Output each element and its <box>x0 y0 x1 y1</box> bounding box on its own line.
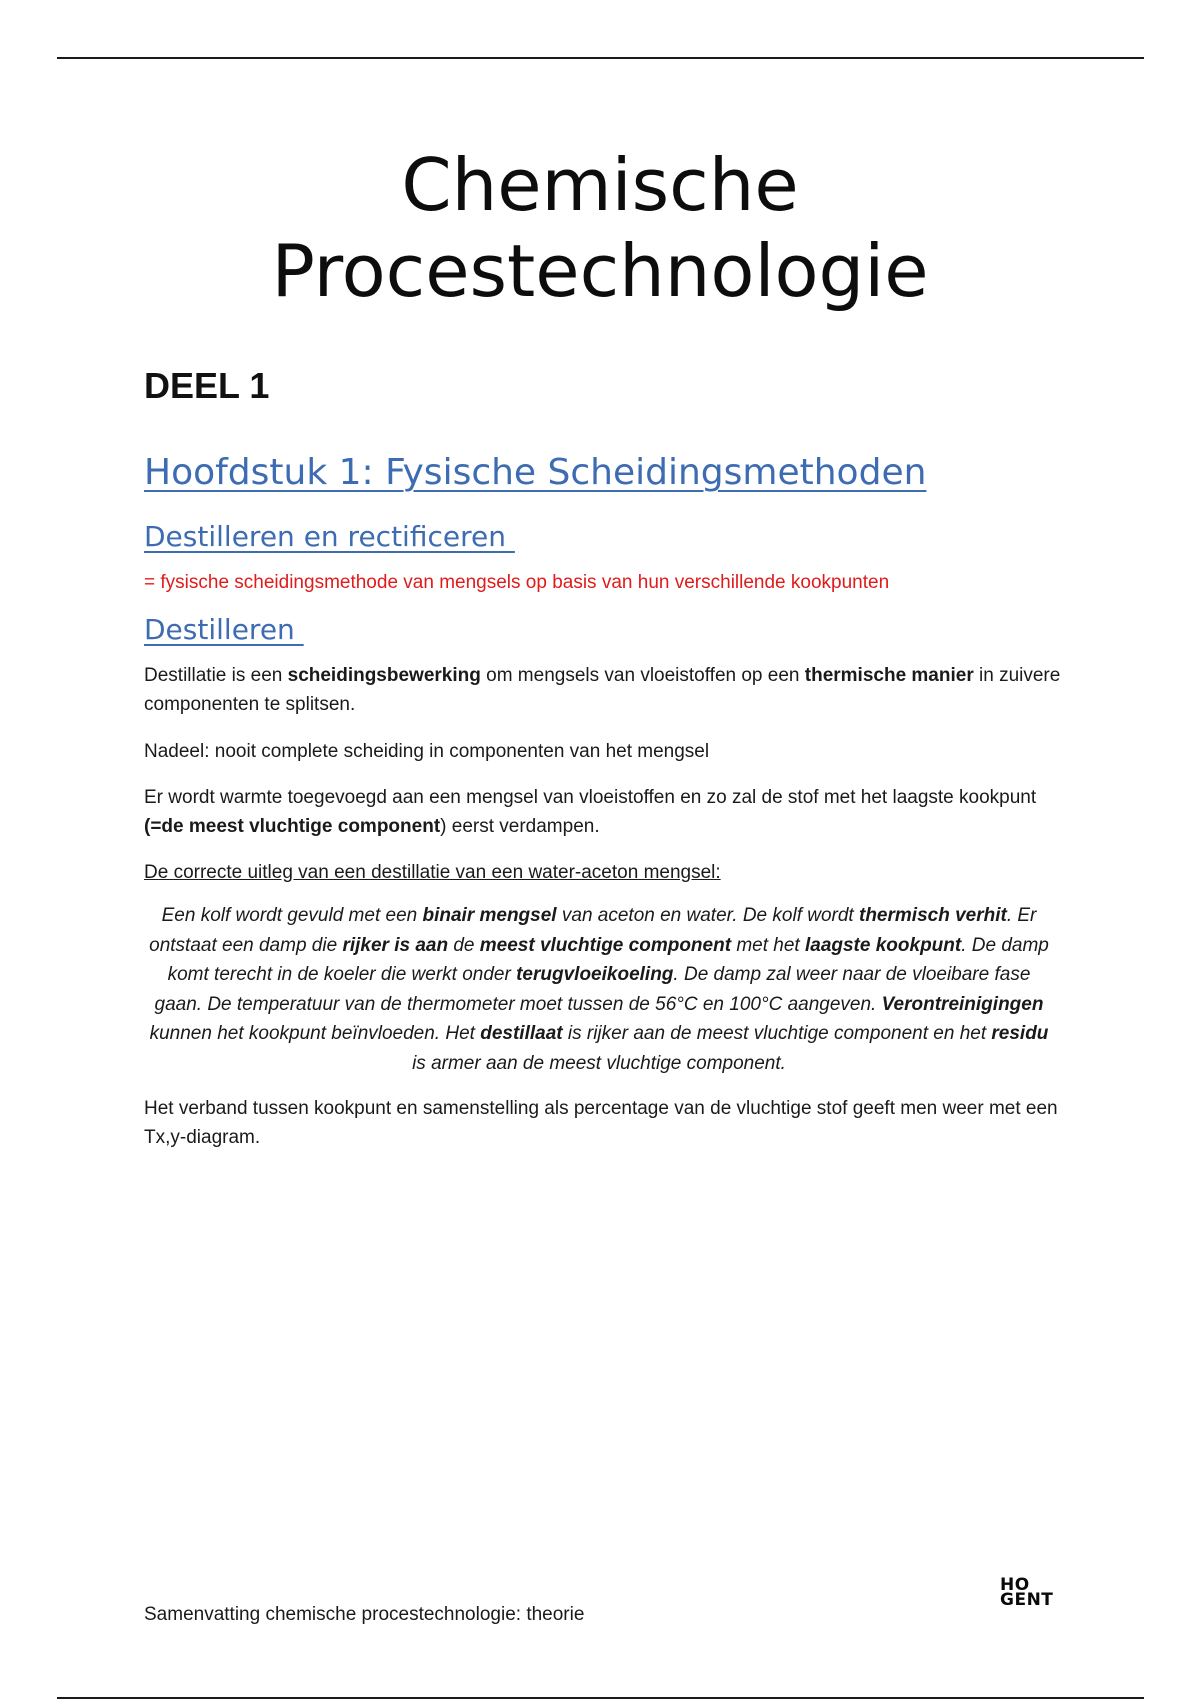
bold-term: (=de meest vluchtige component <box>144 816 441 837</box>
bold-term: laagste kookpunt <box>804 934 962 956</box>
paragraph-destillatie <box>144 661 1064 719</box>
text-run: ) eerst verdampen. <box>440 816 600 837</box>
section-heading-destilleren: Destilleren <box>144 613 304 646</box>
quote-explanation <box>144 901 1054 1078</box>
bold-term: destillaat <box>480 1023 563 1044</box>
text-run: met het <box>731 934 805 956</box>
text-run: Er wordt warmte toegevoegd aan een mengsel van vloeistoffen en zo zal de stof met het laagste kookpunt <box>144 787 1037 808</box>
text-run: . De damp komt terecht in de koeler die werkt onder <box>167 934 1049 985</box>
text-run: kunnen het kookpunt beïnvloeden. Het <box>149 1023 481 1044</box>
text-run: is rijker aan de meest vluchtige component en het <box>562 1023 992 1044</box>
text-run: om mengsels van vloeistoffen op een <box>480 665 805 686</box>
text-run: van aceton en water. De kolf wordt <box>556 905 859 926</box>
text-run: in zuivere componenten te splitsen. <box>144 665 1061 715</box>
text-run: . De damp zal weer naar de vloeibare fase gaan. De temperatuur van de thermometer moet tussen de 56°C en 100°C aangeven. <box>154 964 1031 1015</box>
title-line-1: Chemische <box>401 143 799 227</box>
paragraph-verband: Het verband tussen kookpunt en samenstelling als percentage van de vluchtige stof geeft men weer met een Tx,y-diagram. <box>144 1098 1058 1148</box>
paragraph-warmte <box>144 783 1064 841</box>
chapter-heading: Hoofdstuk 1: Fysische Scheidingsmethoden <box>144 452 927 493</box>
bold-term: residu <box>991 1023 1049 1044</box>
bold-term: Verontreinigingen <box>881 993 1044 1015</box>
bold-term: rijker is aan <box>342 934 449 956</box>
bold-term: meest vluchtige component <box>479 934 732 956</box>
text-run: Een kolf wordt gevuld met een <box>161 905 423 926</box>
text-run: de <box>448 934 480 956</box>
paragraph-uitleg-heading: De correcte uitleg van een destillatie van een water-aceton mengsel: <box>144 862 721 883</box>
bold-term: binair mengsel <box>422 905 557 926</box>
hogent-logo <box>1000 1575 1054 1610</box>
part-heading: DEEL 1 <box>144 365 270 406</box>
text-run: . Er ontstaat een damp die <box>149 905 1037 956</box>
logo-line-2: GENT <box>1000 1590 1054 1610</box>
title-line-2: Procestechnologie <box>271 229 929 313</box>
text-run: Destillatie is een <box>144 665 288 686</box>
footer-text: Samenvatting chemische procestechnologie: theorie <box>144 1604 585 1625</box>
bottom-rule <box>57 1697 1144 1699</box>
section-heading-destilleren-rectificeren: Destilleren en rectificeren <box>144 520 515 553</box>
paragraph-nadeel: Nadeel: nooit complete scheiding in componenten van het mengsel <box>144 741 710 762</box>
document-title <box>0 142 1200 314</box>
bold-term: terugvloeikoeling <box>516 964 674 985</box>
text-run: is armer aan de meest vluchtige component. <box>412 1052 786 1074</box>
top-rule <box>57 57 1144 59</box>
logo-line-1: HO <box>1000 1575 1030 1595</box>
bold-term: thermisch verhit <box>859 905 1007 926</box>
bold-term: thermische manier <box>804 665 974 686</box>
definition-text: = fysische scheidingsmethode van mengsels op basis van hun verschillende kookpunten <box>144 572 890 593</box>
bold-term: scheidingsbewerking <box>287 665 481 686</box>
